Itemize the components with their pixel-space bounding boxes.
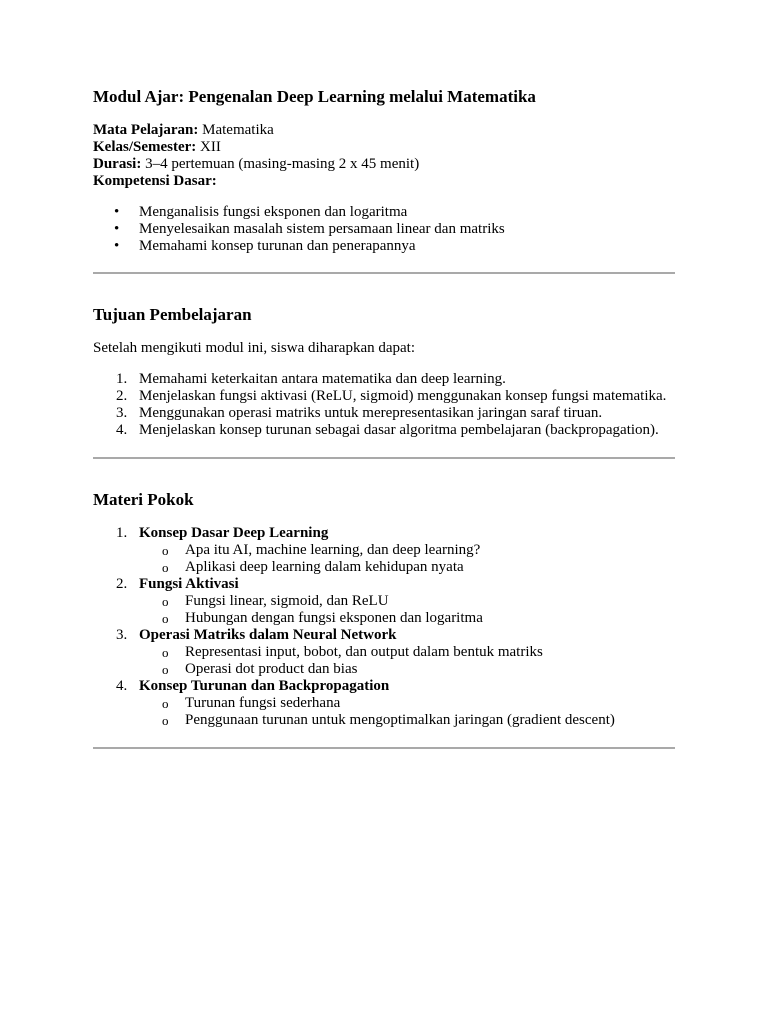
tujuan-list — [93, 371, 675, 439]
list-item-text: Menganalisis fungsi eksponen dan logaritma — [139, 204, 408, 220]
bullet-icon: • — [114, 221, 120, 237]
item-number: 1. — [116, 525, 128, 541]
circle-bullet-icon: o — [162, 543, 169, 558]
tujuan-intro: Setelah mengikuti modul ini, siswa diharapkan dapat: — [93, 340, 416, 356]
topic-title: Konsep Turunan dan Backpropagation — [139, 678, 390, 694]
item-number: 3. — [116, 405, 128, 421]
sub-item-text: Turunan fungsi sederhana — [185, 695, 341, 711]
item-number: 2. — [116, 388, 128, 404]
sub-list-item — [139, 695, 675, 712]
circle-bullet-icon: o — [162, 713, 169, 728]
meta-label: Kelas/Semester: — [93, 139, 197, 155]
list-item — [93, 221, 675, 238]
divider — [93, 747, 675, 749]
list-item-text: Menyelesaikan masalah sistem persamaan linear dan matriks — [139, 221, 505, 237]
circle-bullet-icon: o — [162, 594, 169, 609]
list-item-text: Menjelaskan konsep turunan sebagai dasar algoritma pembelajaran (backpropagation). — [139, 422, 659, 438]
topic-title: Operasi Matriks dalam Neural Network — [139, 627, 397, 643]
sub-list-item — [139, 542, 675, 559]
circle-bullet-icon: o — [162, 696, 169, 711]
sub-item-text: Aplikasi deep learning dalam kehidupan nyata — [185, 559, 464, 575]
document-page — [93, 86, 675, 749]
sub-item-text: Hubungan dengan fungsi eksponen dan logaritma — [185, 610, 483, 626]
bullet-icon: • — [114, 238, 120, 254]
topic-title: Konsep Dasar Deep Learning — [139, 525, 329, 541]
list-item — [93, 525, 675, 576]
sub-item-text: Representasi input, bobot, dan output dalam bentuk matriks — [185, 644, 543, 660]
section-heading-tujuan: Tujuan Pembelajaran — [93, 305, 252, 324]
item-number: 3. — [116, 627, 128, 643]
sub-list-item — [139, 661, 675, 678]
item-number: 2. — [116, 576, 128, 592]
list-item — [93, 422, 675, 439]
meta-block — [93, 122, 675, 190]
meta-label: Mata Pelajaran: — [93, 122, 199, 138]
competency-list — [93, 204, 675, 255]
list-item — [93, 204, 675, 221]
sub-list — [139, 695, 675, 729]
list-item — [93, 576, 675, 627]
list-item-text: Memahami konsep turunan dan penerapannya — [139, 238, 416, 254]
meta-value: 3–4 pertemuan (masing-masing 2 x 45 menit) — [145, 156, 420, 172]
list-item — [93, 238, 675, 255]
item-number: 4. — [116, 422, 128, 438]
meta-value: Matematika — [202, 122, 274, 138]
meta-subject — [93, 122, 675, 139]
sub-list — [139, 644, 675, 678]
bullet-icon: • — [114, 204, 120, 220]
section-heading-materi: Materi Pokok — [93, 490, 194, 509]
document-title: Modul Ajar: Pengenalan Deep Learning melalui Matematika — [93, 87, 536, 106]
meta-competency — [93, 173, 675, 190]
sub-list — [139, 593, 675, 627]
list-item-text: Menjelaskan fungsi aktivasi (ReLU, sigmoid) menggunakan konsep fungsi matematika. — [139, 388, 667, 404]
meta-duration — [93, 156, 675, 173]
circle-bullet-icon: o — [162, 645, 169, 660]
sub-list — [139, 542, 675, 576]
sub-item-text: Fungsi linear, sigmoid, dan ReLU — [185, 593, 389, 609]
item-number: 4. — [116, 678, 128, 694]
divider — [93, 457, 675, 459]
sub-list-item — [139, 593, 675, 610]
list-item — [93, 371, 675, 388]
sub-list-item — [139, 610, 675, 627]
list-item — [93, 405, 675, 422]
divider — [93, 272, 675, 274]
list-item — [93, 627, 675, 678]
sub-item-text: Penggunaan turunan untuk mengoptimalkan jaringan (gradient descent) — [185, 712, 615, 728]
topic-title: Fungsi Aktivasi — [139, 576, 239, 592]
sub-list-item — [139, 644, 675, 661]
meta-value: XII — [200, 139, 221, 155]
circle-bullet-icon: o — [162, 611, 169, 626]
meta-label: Kompetensi Dasar: — [93, 173, 217, 189]
circle-bullet-icon: o — [162, 560, 169, 575]
list-item — [93, 388, 675, 405]
materi-list — [93, 525, 675, 729]
meta-class — [93, 139, 675, 156]
circle-bullet-icon: o — [162, 662, 169, 677]
sub-item-text: Operasi dot product dan bias — [185, 661, 358, 677]
list-item — [93, 678, 675, 729]
list-item-text: Memahami keterkaitan antara matematika dan deep learning. — [139, 371, 506, 387]
list-item-text: Menggunakan operasi matriks untuk merepresentasikan jaringan saraf tiruan. — [139, 405, 603, 421]
item-number: 1. — [116, 371, 128, 387]
meta-label: Durasi: — [93, 156, 142, 172]
sub-list-item — [139, 712, 675, 729]
sub-list-item — [139, 559, 675, 576]
sub-item-text: Apa itu AI, machine learning, dan deep learning? — [185, 542, 481, 558]
